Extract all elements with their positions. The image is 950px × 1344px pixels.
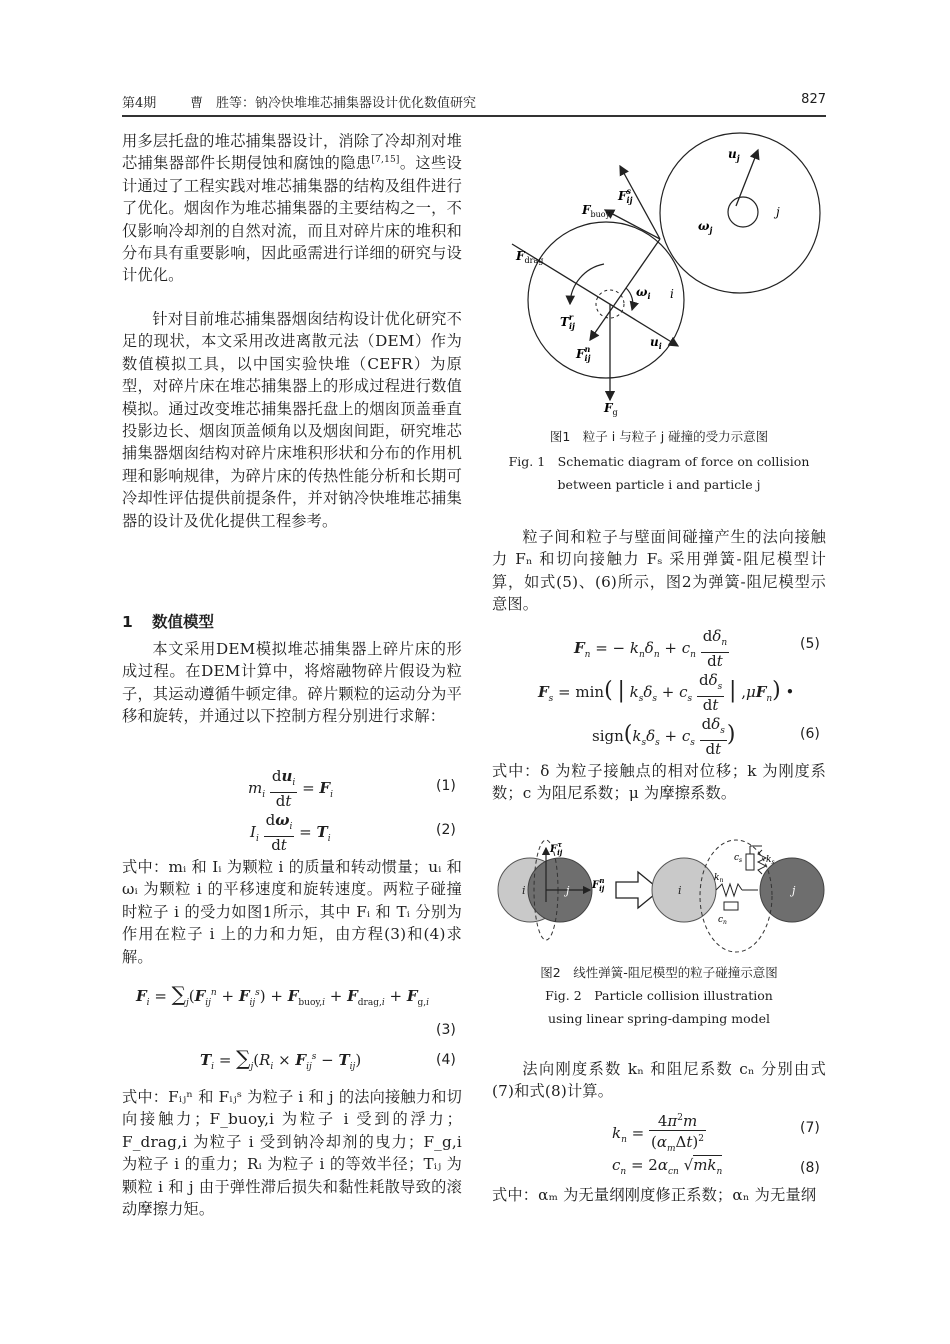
fig2-label-i-left: i xyxy=(522,884,526,897)
figure-2-caption-en-1: Fig. 2 Particle collision illustration xyxy=(545,988,773,1003)
running-header xyxy=(122,92,826,114)
equation-6-line-2: $sign(k_s\delta_s + c_s$ $\frac{d\delta_s}{dt}$ ) xyxy=(592,715,736,758)
paragraph-objective xyxy=(122,308,462,532)
paragraph-alpha xyxy=(492,1184,826,1206)
equation-6-line-1: $F_s = \min$( | $k_s\delta_s + c_s$ $\frac{d\delta_s}{dt}$ | $,\mu F_n$) • xyxy=(538,671,795,714)
para4-text: 式中：mᵢ 和 Iᵢ 为颗粒 i 的质量和转动惯量；uᵢ 和ωᵢ 为颗粒 i 的平移速度和旋转速度。两粒子碰撞时粒子 i 的受力如图1所示，其中 Fᵢ 和 Tᵢ 分别为作用在粒子 i 上的力和力矩，由方程(3)和(4)求解。 xyxy=(122,858,462,966)
equation-6-number: (6) xyxy=(800,726,820,742)
label-uj: $u_j$ xyxy=(728,147,740,163)
figure-1-force-diagram xyxy=(500,128,830,428)
para6-text: 粒子间和粒子与壁面间碰撞产生的法向接触力 Fₙ 和切向接触力 Fₛ 采用弹簧-阻尼模型计算，如式(5)、(6)所示，图2为弹簧-阻尼模型示意图。 xyxy=(492,528,826,614)
paragraph-intro-cont xyxy=(122,130,462,287)
fig2-label-kn: $k_n$ xyxy=(714,873,724,884)
fig2-particle-i-right xyxy=(652,858,716,922)
header-title: 曹 胜等：钠冷快堆堆芯捕集器设计优化数值研究 xyxy=(190,96,477,111)
arc-wi xyxy=(626,288,633,310)
fig2-label-j-right: j xyxy=(792,884,796,897)
figure-2-collision-model xyxy=(496,832,828,960)
fig2-label-ft: $F_{ij}\tau$ xyxy=(550,840,563,857)
equation-8-number: (8) xyxy=(800,1160,820,1176)
paragraph-symbols xyxy=(492,760,826,805)
fig2-label-cs: $c_s$ xyxy=(734,853,743,864)
particle-i-circle xyxy=(528,222,684,378)
paragraph-coefficients xyxy=(492,1058,826,1103)
para1-text: 用多层托盘的堆芯捕集器设计，消除了冷却剂对堆芯捕集器部件长期侵蚀和腐蚀的隐患 xyxy=(122,132,462,173)
particle-j-inner-circle xyxy=(728,197,758,227)
label-i: i xyxy=(670,287,674,301)
para8-text: 法向刚度系数 kₙ 和阻尼系数 cₙ 分别由式(7)和式(8)计算。 xyxy=(492,1060,826,1101)
para5-text: 式中：Fᵢⱼⁿ 和 Fᵢⱼˢ 为粒子 i 和 j 的法向接触力和切向接触力；F_buoy,i 为粒子 i 受到的浮力；F_drag,i 为粒子 i 受到钠冷却剂的曳力；F_g,i 为粒子 i 的重力；Rᵢ 为粒子 i 的等效半径；Tᵢⱼ 为颗粒 i 和 j 由于弹性滞后损失和黏性耗散导致的滚动摩擦力矩。 xyxy=(122,1088,462,1219)
equation-4: $T_i = \sum_j(R_i \times F_{ij}^s - T_{ij})$ xyxy=(200,1046,362,1072)
para7-text: 式中：δ 为粒子接触点的相对位移；k 为刚度系数；c 为阻尼系数；μ 为摩擦系数。 xyxy=(492,762,826,803)
fig2-spring-kn xyxy=(716,884,742,896)
label-fs: $F_{ij}s$ xyxy=(618,186,633,205)
label-wi: $\omega_i$ xyxy=(636,285,651,301)
para9-text: 式中：αₘ 为无量纲刚度修正系数；αₙ 为无量纲 xyxy=(492,1186,817,1204)
figure-1-caption-cn: 图1 粒子 i 与粒子 j 碰撞的受力示意图 xyxy=(549,429,769,444)
section-heading xyxy=(122,610,214,632)
citation: [7,15] xyxy=(371,155,400,166)
label-ui: $u_i$ xyxy=(650,335,662,351)
paragraph-variables-1 xyxy=(122,856,462,968)
equation-5-number: (5) xyxy=(800,636,820,652)
section-title: 数值模型 xyxy=(152,613,215,631)
label-fbuoy: $F_{buoy}$ xyxy=(582,203,611,219)
fig2-label-ks: $k_s$ xyxy=(766,855,775,866)
label-fn: $F_{ij}n$ xyxy=(576,344,591,363)
paragraph-spring-damping xyxy=(492,526,826,616)
label-fg: $F_g$ xyxy=(604,401,618,417)
section-number: 1 xyxy=(122,613,133,631)
fig2-label-j-left: j xyxy=(566,884,570,897)
equation-4-number: (4) xyxy=(436,1052,456,1068)
paragraph-model xyxy=(122,638,462,728)
equation-1: $m_i$ $\frac{du_i}{dt}$ = $F_i$ xyxy=(248,767,333,810)
equation-2-number: (2) xyxy=(436,822,456,838)
issue-number: 第4期 xyxy=(122,96,157,111)
page-number: 827 xyxy=(801,92,826,107)
fig2-label-fn: $F_{ij}n$ xyxy=(592,876,605,893)
label-wj: $\omega_j$ xyxy=(698,219,713,235)
fig2-label-i-right: i xyxy=(678,884,682,897)
equation-5: $F_n$ = − $k_n\delta_n + c_n$ $\frac{d\delta_n}{dt}$ xyxy=(574,627,728,670)
equation-1-number: (1) xyxy=(436,778,456,794)
para2-text: 针对目前堆芯捕集器烟囱结构设计优化研究不足的现状，本文采用改进离散元法（DEM）作为数值模拟工具，以中国实验快堆（CEFR）为原型，对碎片床在堆芯捕集器上的形成过程进行数值模拟。通过改变堆芯捕集器托盘上的烟囱顶盖垂直投影边长、烟囱顶盖倾角以及烟囱间距，研究堆芯捕集器烟囱结构对碎片床堆积形状和分布的作用机理和影响规律，为碎片床的传热性能分析和长期可冷却性评估提供前提条件，并对钠冷快堆堆芯捕集器的设计及优化提供工程参考。 xyxy=(122,310,462,530)
figure-2-caption-cn: 图2 线性弹簧-阻尼模型的粒子碰撞示意图 xyxy=(540,965,778,980)
equation-7: $k_n$ = $\frac{4\pi^2m}{(\alpha_m\Delta t)^2}$ xyxy=(612,1112,705,1154)
equation-8: $c_n = 2\alpha_{cn}$ $√mk_n$ xyxy=(612,1156,723,1177)
particle-j-circle xyxy=(660,133,820,293)
equation-7-number: (7) xyxy=(800,1120,820,1136)
figure-2-caption-en-2: using linear spring-damping model xyxy=(547,1011,771,1026)
figure-1-caption-en-1: Fig. 1 Schematic diagram of force on collision xyxy=(508,454,810,469)
para1-cont: 。这些设计通过了工程实践对堆芯捕集器的结构及组件进行了优化。烟囱作为堆芯捕集器的主要结构之一，不仅影响冷却剂的自然对流，而且对碎片床的堆积和分布具有重要影响，因此亟需进行详细的研究与设计优化。 xyxy=(122,154,462,285)
header-rule xyxy=(122,115,826,117)
label-j: j xyxy=(776,205,780,219)
fig2-damper-cs xyxy=(746,854,754,870)
equation-3-number: (3) xyxy=(436,1022,456,1038)
label-fdrag: $F_{drag}$ xyxy=(516,249,544,265)
figure-1-caption-en-2: between particle i and particle j xyxy=(557,477,761,492)
paragraph-variables-2 xyxy=(122,1086,462,1220)
equation-2: $I_i$ $\frac{d\omega_i}{dt}$ = $T_i$ xyxy=(250,811,331,854)
line-fn xyxy=(590,239,660,340)
fig2-damper-cn xyxy=(724,902,738,910)
fig2-label-cn: $c_n$ xyxy=(718,915,727,926)
equation-3: $F_i = \sum_j(F_{ij}^n + F_{ij}^s) + F_{buoy,i} + F_{drag,i} + F_{g,i}$ xyxy=(136,982,430,1008)
para3-text: 本文采用DEM模拟堆芯捕集器上碎片床的形成过程。在DEM计算中，将熔融物碎片假设为粒子，其运动遵循牛顿定律。碎片颗粒的运动分为平移和旋转，并通过以下控制方程分别进行求解： xyxy=(122,640,462,726)
label-tr: $T_{ij}r$ xyxy=(560,312,575,331)
